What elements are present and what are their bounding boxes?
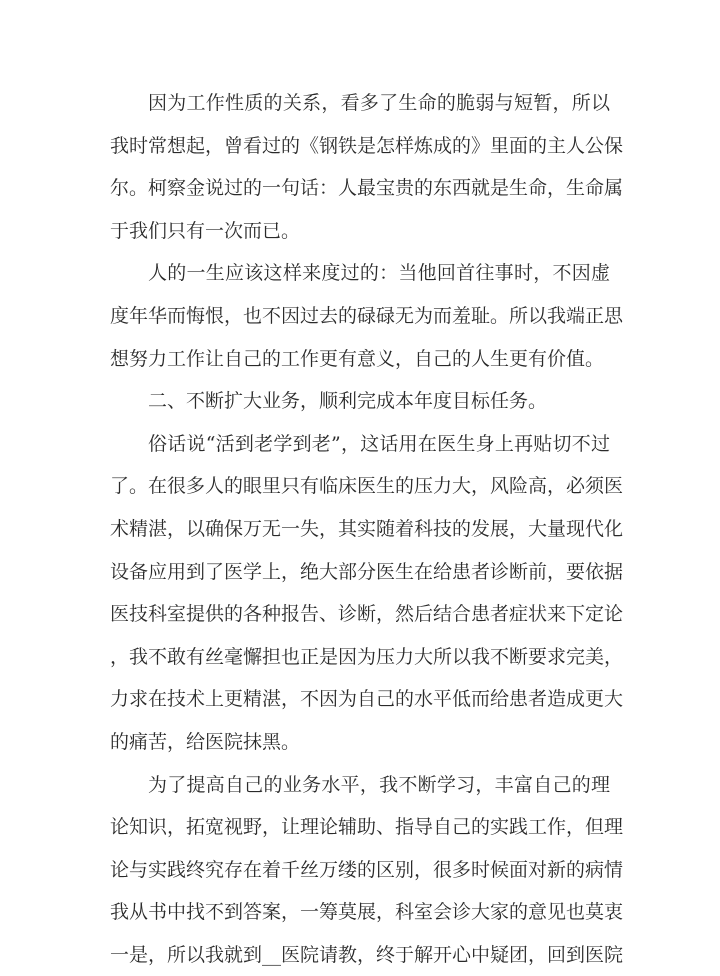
text-line: 的痛苦，给医院抹黑。 xyxy=(110,730,301,753)
text-line: 论知识，拓宽视野，让理论辅助、指导自己的实践工作，但理 xyxy=(110,816,624,839)
text-line: 二、不断扩大业务，顺利完成本年度目标任务。 xyxy=(148,390,548,413)
text-line: 医技科室提供的各种报告、诊断，然后结合患者症状来下定论 xyxy=(110,603,624,626)
text-line: 论与实践终究存在着千丝万缕的区别，很多时候面对新的病情 xyxy=(110,858,624,881)
text-line: 于我们只有一次而已。 xyxy=(110,219,301,242)
text-line: 人的一生应该这样来度过的：当他回首往事时，不因虚 xyxy=(148,262,610,285)
text-line: 了。在很多人的眼里只有临床医生的压力大，风险高，必须医 xyxy=(110,475,624,498)
text-line: 为了提高自己的业务水平，我不断学习，丰富自己的理 xyxy=(148,773,610,796)
text-line: 力求在技术上更精湛，不因为自己的水平低而给患者造成更大 xyxy=(110,688,624,711)
text-line: 我时常想起，曾看过的《钢铁是怎样炼成的》里面的主人公保 xyxy=(110,134,624,157)
text-line: 因为工作性质的关系，看多了生命的脆弱与短暂，所以 xyxy=(148,92,610,114)
text-line: 一是，所以我就到__医院请教，终于解开心中疑团，回到医院 xyxy=(110,943,624,966)
text-line: 度年华而悔恨，也不因过去的碌碌无为而羞耻。所以我端正思 xyxy=(110,304,624,327)
text-line: ，我不敢有丝毫懈担也正是因为压力大所以我不断要求完美， xyxy=(110,645,624,668)
text-line: 术精湛，以确保万无一失，其实随着科技的发展，大量现代化 xyxy=(110,517,624,540)
text-line: 尔。柯察金说过的一句话：人最宝贵的东西就是生命，生命属 xyxy=(110,177,624,200)
text-line: 俗话说“活到老学到老”，这话用在医生身上再贴切不过 xyxy=(148,432,610,455)
text-line: 我从书中找不到答案，一筹莫展，科室会诊大家的意见也莫衷 xyxy=(110,901,624,924)
text-line: 想努力工作让自己的工作更有意义，自己的人生更有价值。 xyxy=(110,347,605,370)
text-line: 设备应用到了医学上，绝大部分医生在给患者诊断前，要依据 xyxy=(110,560,624,583)
document-body xyxy=(110,82,624,976)
